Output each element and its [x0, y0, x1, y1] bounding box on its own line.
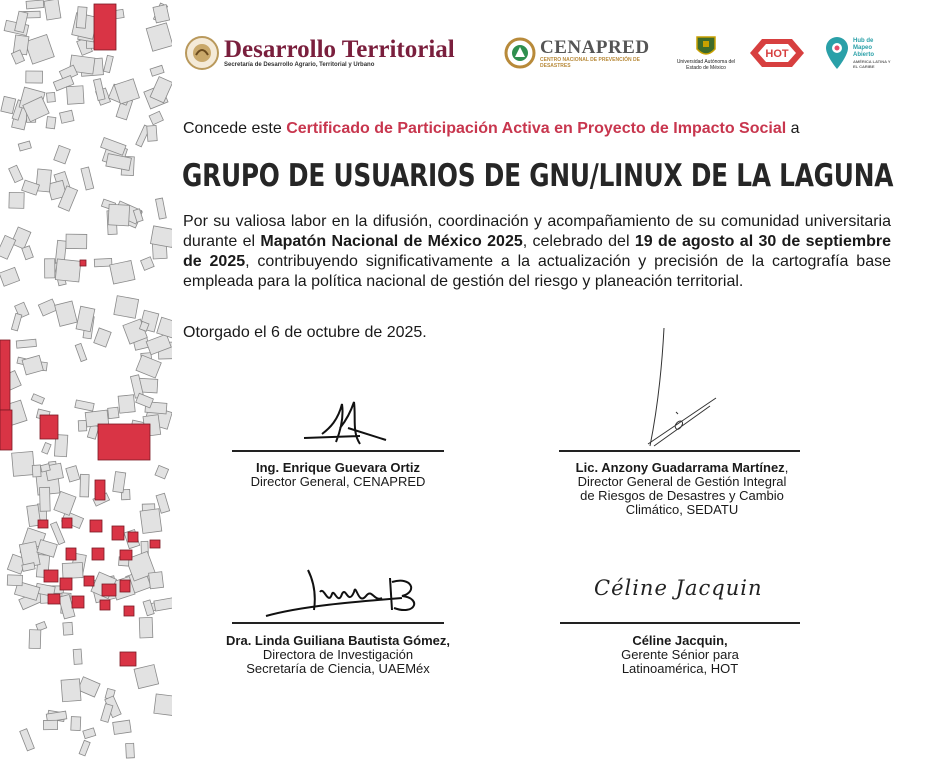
hub-logo — [824, 30, 893, 76]
intro-after: a — [786, 120, 800, 137]
building-footprint — [9, 192, 24, 208]
building-footprint — [61, 679, 81, 702]
signature-jacquin: Céline Jacquin — [594, 576, 763, 600]
hot-logo — [750, 30, 804, 76]
building-footprint — [83, 728, 96, 739]
building-footprint — [32, 465, 41, 477]
building-footprint — [66, 234, 87, 249]
mapped-building-footprint — [48, 594, 60, 604]
mexico-seal-icon — [184, 35, 220, 71]
map-building-strip — [0, 0, 172, 762]
signatory-3-name: Dra. Linda Guiliana Bautista Gómez, — [226, 633, 450, 648]
signatory-4-role-1: Gerente Sénior para — [621, 647, 739, 662]
building-footprint — [43, 720, 57, 729]
certificate-body — [183, 212, 891, 292]
signature-bautista — [262, 562, 428, 622]
hot-title: HOT — [765, 48, 789, 60]
building-footprint — [66, 466, 80, 482]
signatory-3-role-2: Secretaría de Ciencia, UAEMéx — [246, 661, 430, 676]
building-footprint — [12, 451, 35, 476]
mapped-building-footprint — [92, 548, 104, 560]
body-part-3: , contribuyendo significativamente a la actualización y precisión de la cartografía base empleada para la política nacional de gestión del riesgo y planeación territorial. — [183, 253, 891, 290]
building-footprint — [73, 649, 82, 664]
mapped-building-footprint — [44, 570, 58, 582]
building-footprint — [71, 717, 81, 731]
mapped-building-footprint — [120, 652, 136, 666]
building-footprint — [54, 145, 71, 163]
building-footprint — [154, 597, 172, 611]
certificate-type: Certificado de Participación Activa en Proyecto de Impacto Social — [286, 120, 787, 137]
building-footprint — [0, 235, 16, 259]
building-footprint — [45, 259, 55, 278]
building-footprint — [140, 509, 162, 534]
signatory-3-role-1: Directora de Investigación — [262, 647, 414, 662]
signatory-1-role: Director General, CENAPRED — [250, 474, 426, 489]
mapped-building-footprint — [80, 260, 86, 266]
building-footprint — [55, 301, 78, 326]
mapped-building-footprint — [66, 548, 76, 560]
signatory-1-name: Ing. Enrique Guevara Ortiz — [256, 460, 420, 475]
mapped-building-footprint — [40, 415, 58, 439]
building-footprint — [81, 167, 94, 190]
building-footprint — [42, 442, 51, 454]
building-footprint — [113, 472, 126, 493]
building-footprint — [114, 296, 139, 319]
signature-guevara — [300, 398, 390, 450]
mapped-building-footprint — [38, 520, 48, 528]
sedatu-title: Desarrollo Territorial — [224, 36, 455, 63]
building-footprint — [134, 665, 159, 689]
hot-emblem-icon — [750, 37, 804, 69]
building-footprint — [26, 71, 43, 83]
event-dates: 19 de agosto al 30 de septiembre de 2025 — [183, 233, 892, 270]
building-footprint — [11, 313, 21, 331]
hub-subtitle: AMÉRICA LATINA Y EL CARIBE — [853, 58, 891, 69]
mapped-building-footprint — [102, 584, 116, 596]
building-footprint — [94, 258, 112, 266]
building-footprint — [9, 165, 23, 182]
building-footprint — [118, 395, 135, 413]
signatory-2 — [557, 461, 807, 517]
building-footprint — [18, 141, 31, 151]
cenapred-title: CENAPRED — [540, 36, 650, 58]
mapped-building-footprint — [62, 518, 72, 528]
mapped-building-footprint — [90, 520, 102, 532]
building-footprint — [40, 487, 51, 511]
mapped-building-footprint — [112, 526, 124, 540]
signature-line-3 — [232, 622, 444, 624]
building-footprint — [150, 226, 172, 248]
mapped-building-footprint — [128, 532, 138, 542]
building-footprint — [75, 343, 87, 361]
uaemex-shield-icon — [695, 35, 717, 59]
building-footprint — [63, 622, 73, 635]
signatory-4-role-2: Latinoamérica, HOT — [621, 661, 739, 676]
building-footprint — [22, 246, 34, 260]
building-footprint — [113, 720, 132, 734]
sedatu-subtitle: Secretaría de Desarrollo Agrario, Territorial y Urbano — [224, 62, 375, 68]
building-footprint — [149, 111, 163, 125]
mapped-building-footprint — [120, 580, 130, 592]
mapped-building-footprint — [100, 600, 110, 610]
signature-line-4 — [560, 622, 800, 624]
signatory-3 — [218, 634, 458, 676]
building-footprint — [44, 0, 61, 20]
signatory-2-name-suffix: , — [784, 460, 789, 475]
building-footprint — [20, 729, 35, 751]
mapped-building-footprint — [60, 578, 72, 590]
recipient-name: GRUPO DE USUARIOS DE GNU/LINUX DE LA LAGUNA — [182, 158, 894, 194]
building-footprint — [46, 92, 55, 102]
building-footprint — [79, 740, 90, 756]
building-footprint — [26, 0, 44, 9]
intro-before: Concede este — [183, 120, 287, 137]
body-part-1: Por su valiosa labor en la difusión, coordinación y acompañamiento de su comunidad universitaria durante el — [183, 213, 891, 250]
building-footprint — [0, 267, 20, 286]
building-footprint — [25, 34, 54, 64]
building-footprint — [78, 677, 100, 697]
building-footprint — [101, 704, 113, 723]
uaemex-subtitle: Universidad Autónoma del Estado de México — [676, 59, 736, 71]
building-footprint — [155, 465, 169, 479]
signatory-4 — [560, 634, 800, 676]
building-footprint — [106, 154, 132, 171]
map-pin-icon — [824, 36, 850, 70]
mapped-building-footprint — [95, 480, 105, 500]
hub-title: Hub de Mapeo Abierto — [853, 37, 874, 58]
building-footprint — [46, 117, 56, 129]
building-footprint — [7, 575, 22, 586]
building-footprint — [141, 257, 155, 271]
mapped-building-footprint — [72, 596, 84, 608]
building-footprint — [16, 339, 36, 348]
signatory-2-name: Lic. Anzony Guadarrama Martínez — [575, 460, 785, 475]
building-footprint — [67, 86, 84, 105]
building-footprint — [54, 491, 76, 515]
building-footprint — [153, 5, 170, 23]
mapped-building-footprint — [150, 540, 160, 548]
building-footprint — [104, 55, 114, 72]
building-footprint — [110, 260, 135, 284]
signature-line-1 — [232, 450, 444, 452]
building-footprint — [76, 7, 87, 29]
signature-line-2 — [559, 450, 800, 452]
building-footprint — [80, 474, 89, 497]
intro-line — [183, 119, 903, 139]
mapped-building-footprint — [0, 410, 12, 450]
building-footprint — [156, 198, 167, 219]
building-footprint — [149, 572, 164, 589]
building-footprint — [150, 65, 164, 76]
sedatu-logo — [184, 30, 455, 76]
building-footprint — [60, 110, 75, 123]
building-footprint — [154, 694, 172, 716]
body-part-2: , celebrado del — [522, 233, 635, 250]
building-footprint — [31, 394, 44, 404]
building-footprint — [1, 96, 16, 113]
building-footprint — [78, 420, 87, 431]
building-footprint — [94, 328, 111, 347]
uaemex-logo — [676, 30, 736, 76]
building-footprint — [108, 407, 119, 419]
mapped-building-footprint — [120, 550, 132, 560]
mapped-building-footprint — [98, 424, 150, 460]
building-footprint — [55, 259, 81, 282]
cenapred-emblem-icon — [504, 37, 536, 69]
granted-date: Otorgado el 6 de octubre de 2025. — [183, 324, 427, 341]
signatory-2-role-3: Climático, SEDATU — [625, 502, 739, 517]
signatory-2-role-2: de Riesgos de Desastres y Cambio — [580, 488, 784, 503]
building-footprint — [108, 204, 130, 226]
building-footprint — [38, 299, 57, 316]
mapped-building-footprint — [94, 4, 116, 50]
building-footprint — [93, 79, 105, 101]
signatory-1 — [218, 461, 458, 489]
building-footprint — [143, 600, 154, 616]
cenapred-subtitle: CENTRO NACIONAL DE PREVENCIÓN DE DESASTRES — [540, 56, 640, 69]
event-name: Mapatón Nacional de México 2025 — [260, 233, 523, 250]
logo-row — [182, 30, 902, 76]
building-footprint — [11, 227, 31, 249]
building-footprint — [136, 355, 161, 378]
building-footprint — [147, 125, 157, 141]
mapped-building-footprint — [0, 340, 10, 410]
building-footprint — [29, 630, 41, 649]
building-footprint — [126, 743, 135, 758]
signatory-2-role-1: Director General de Gestión Integral — [577, 474, 787, 489]
building-footprint — [136, 393, 154, 408]
signatory-4-name: Céline Jacquin, — [632, 633, 728, 648]
building-footprint — [146, 23, 172, 51]
building-footprint — [75, 400, 94, 411]
signature-guadarrama — [640, 326, 722, 450]
mapped-building-footprint — [84, 576, 94, 586]
building-footprint — [62, 562, 83, 578]
mapped-building-footprint — [124, 606, 134, 616]
building-footprint — [139, 617, 153, 638]
cenapred-logo — [504, 30, 650, 76]
